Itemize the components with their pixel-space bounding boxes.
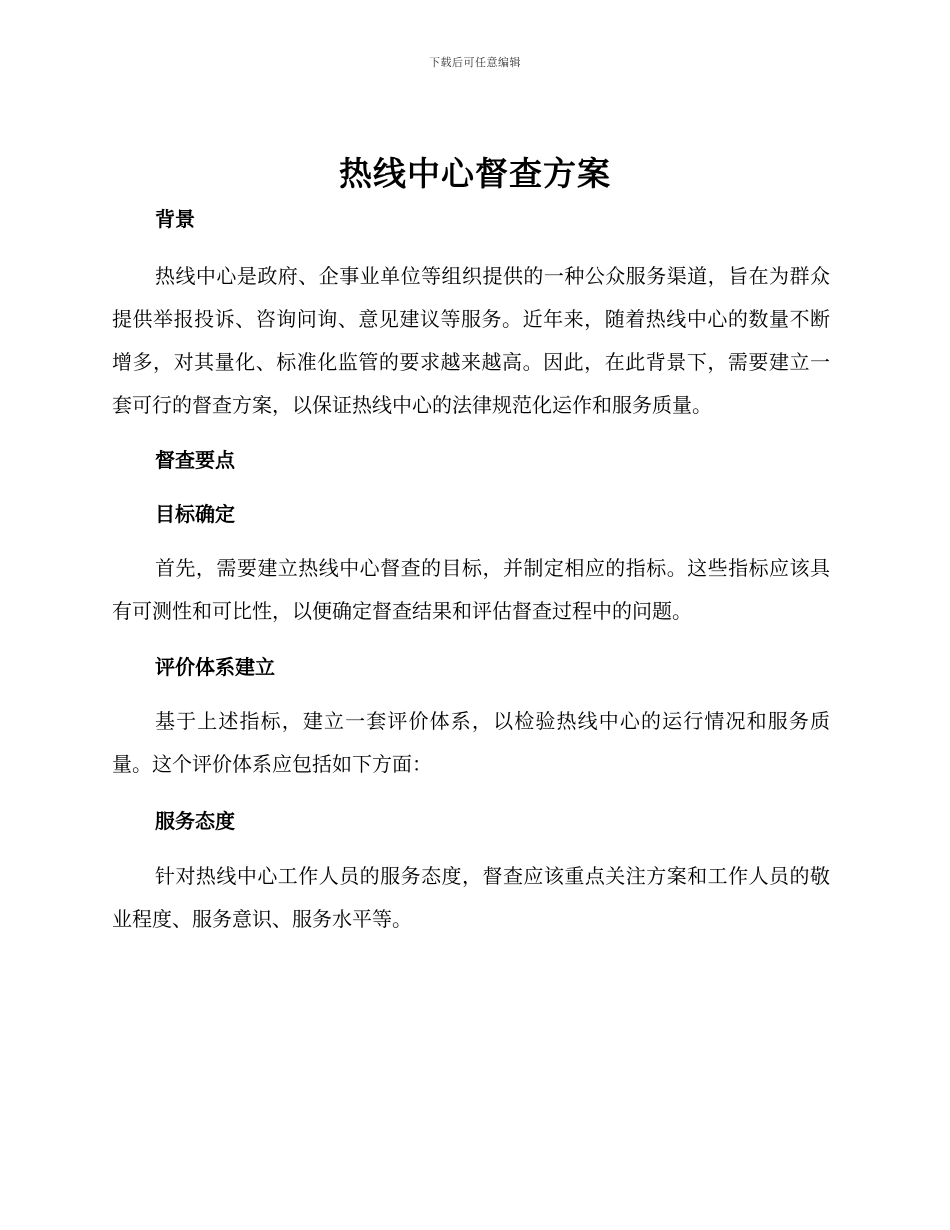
document-title: 热线中心督查方案 (339, 154, 611, 193)
paragraph-evaluation-system: 基于上述指标，建立一套评价体系，以检验热线中心的运行情况和服务质量。这个评价体系应包括如下方面： (112, 709, 830, 776)
paragraph-target: 首先，需要建立热线中心督查的目标，并制定相应的指标。这些指标应该具有可测性和可比性，以便确定督查结果和评估督查过程中的问题。 (112, 556, 830, 623)
document-body (112, 202, 830, 941)
heading-evaluation-system: 评价体系建立 (155, 655, 275, 679)
header-note: 下载后可任意编辑 (429, 56, 521, 69)
paragraph-service-attitude: 针对热线中心工作人员的服务态度，督查应该重点关注方案和工作人员的敬业程度、服务意识、服务水平等。 (112, 864, 830, 931)
heading-service-attitude: 服务态度 (155, 809, 235, 833)
heading-key-points: 督查要点 (155, 448, 235, 472)
heading-background: 背景 (155, 207, 195, 231)
heading-target: 目标确定 (155, 502, 235, 526)
paragraph-background: 热线中心是政府、企事业单位等组织提供的一种公众服务渠道，旨在为群众提供举报投诉、咨询问询、意见建议等服务。近年来，随着热线中心的数量不断增多，对其量化、标准化监管的要求越来越高。因此，在此背景下，需要建立一套可行的督查方案，以保证热线中心的法律规范化运作和服务质量。 (112, 264, 830, 417)
